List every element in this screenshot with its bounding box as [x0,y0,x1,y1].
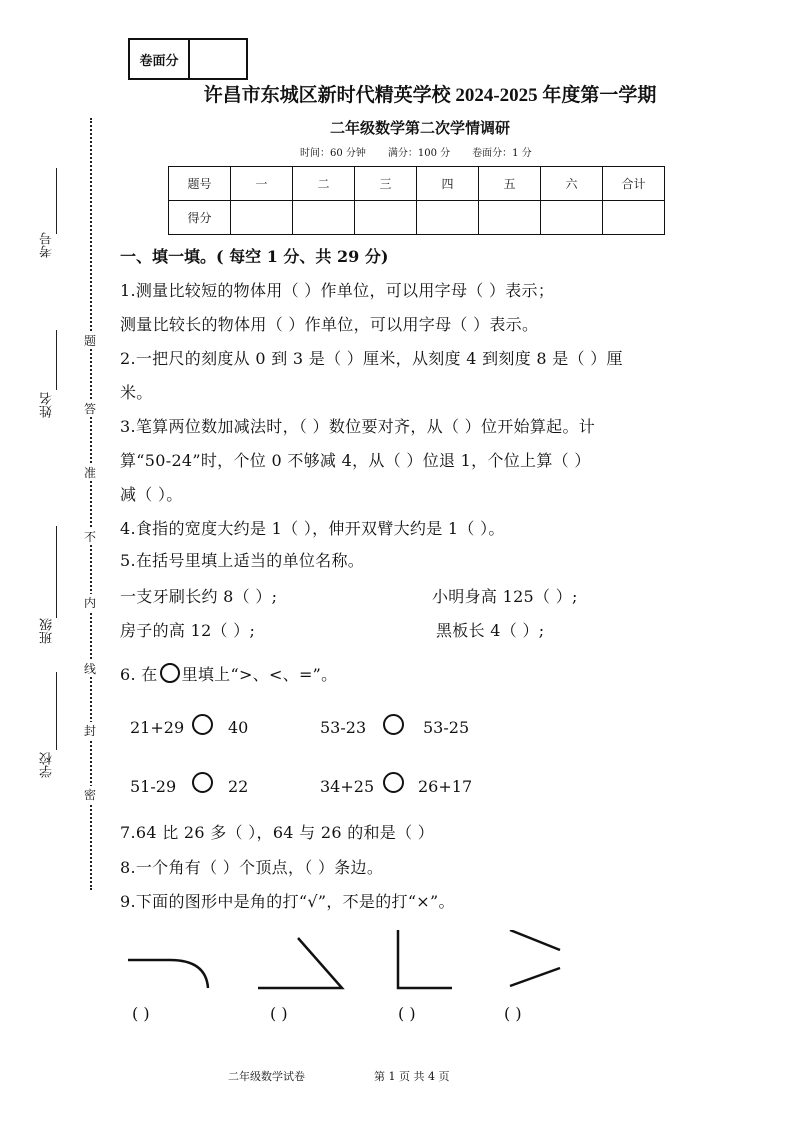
exam-full-score: 满分：100 分 [387,148,451,159]
compare-left: 34+25 [320,777,375,796]
score-input-cell[interactable] [603,201,665,235]
question-6-suffix: 里填上“>、<、=”。 [181,665,338,684]
figure-arc-shape [128,960,208,988]
score-input-cell[interactable] [417,201,479,235]
neat-score-label: 卷面分 [130,40,190,78]
exam-title: 二年级数学第二次学情调研 [329,119,510,137]
footer-subject: 二年级数学试卷 [228,1070,305,1083]
binding-dotted-line [90,118,92,890]
question-5-item-blackboard: 黑板长 4（ ）; [436,621,545,640]
question-3-line-3: 减（ ）。 [120,485,183,504]
question-6-prompt [120,662,337,685]
question-2-line-2: 米。 [120,383,153,402]
score-input-cell[interactable] [231,201,293,235]
score-input-cell[interactable] [479,201,541,235]
question-9-answer-1[interactable]: ( ) [132,1004,150,1023]
figure-angle-1 [258,938,342,988]
exam-neat-score: 卷面分：1 分 [472,148,532,159]
seal-char: 准 [83,466,96,480]
compare-left: 51-29 [130,777,177,796]
compare-circle-blank[interactable] [192,772,213,793]
compare-right: 22 [228,777,249,796]
table-cell: 合计 [603,167,665,201]
compare-circle-blank[interactable] [192,714,213,735]
table-cell: 五 [479,167,541,201]
neat-score-box [128,38,248,80]
table-cell: 题号 [169,167,231,201]
footer-page-number: 第 1 页 共 4 页 [374,1070,450,1083]
name-line[interactable] [56,330,57,390]
table-cell: 六 [541,167,603,201]
question-9-answer-4[interactable]: ( ) [504,1004,522,1023]
table-cell: 得分 [169,201,231,235]
compare-right: 53-25 [423,718,470,737]
question-9-answer-3[interactable]: ( ) [398,1004,416,1023]
table-cell: 一 [231,167,293,201]
compare-circle-blank[interactable] [383,772,404,793]
exam-number-line[interactable] [56,168,57,234]
score-input-cell[interactable] [293,201,355,235]
score-table-header-row [169,167,665,201]
seal-char: 答 [83,402,96,416]
name-label: 姓名 [40,392,55,418]
school-label: 学校 [40,752,55,778]
question-6-prefix: 6. 在 [120,665,158,684]
score-input-cell[interactable] [541,201,603,235]
question-9: 9.下面的图形中是角的打“√”，不是的打“×”。 [120,892,455,911]
question-5-item-house: 房子的高 12（ ）; [120,621,256,640]
neat-score-value-cell[interactable] [190,40,246,78]
compare-left: 53-23 [320,718,367,737]
seal-char: 封 [83,724,96,738]
exam-info [300,144,600,159]
question-5-item-height: 小明身高 125（ ）; [432,587,578,606]
question-2-line-1: 2.一把尺的刻度从 0 到 3 是（ ）厘米，从刻度 4 到刻度 8 是（ ）厘 [120,349,623,368]
seal-char: 密 [83,788,96,802]
question-1-line-1: 1.测量比较短的物体用（ ）作单位，可以用字母（ ）表示； [120,281,555,300]
circle-icon [160,663,180,683]
table-cell: 四 [417,167,479,201]
class-line[interactable] [56,526,57,618]
question-3-line-2: 算“50-24”时，个位 0 不够减 4，从（ ）位退 1，个位上算（ ） [120,451,591,470]
question-4: 4.食指的宽度大约是 1（ ），伸开双臂大约是 1（ ）。 [120,519,505,538]
section-1-heading: 一、填一填。( 每空 1 分、共 29 分) [120,247,389,266]
question-8: 8.一个角有（ ）个顶点，（ ）条边。 [120,858,384,877]
compare-left: 21+29 [130,718,185,737]
compare-right: 26+17 [418,777,473,796]
figure-separate-lines [510,930,560,986]
seal-char: 线 [83,662,96,676]
question-3-line-1: 3.笔算两位数加减法时，（ ）数位要对齐，从（ ）位开始算起。计 [120,417,596,436]
figure-right-angle [398,930,452,988]
table-cell: 三 [355,167,417,201]
compare-circle-blank[interactable] [383,714,404,735]
question-5-title: 5.在括号里填上适当的单位名称。 [120,551,365,570]
seal-char: 题 [83,334,96,348]
question-1-line-2: 测量比较长的物体用（ ）作单位，可以用字母（ ）表示。 [120,315,539,334]
question-7: 7.64 比 26 多（ ），64 与 26 的和是（ ） [120,823,435,842]
seal-char: 不 [83,530,96,544]
class-label: 班级 [40,618,55,644]
school-title: 许昌市东城区新时代精英学校 2024-2025 年度第一学期 [203,85,657,106]
score-input-cell[interactable] [355,201,417,235]
score-table-score-row [169,201,665,235]
exam-number-label: 考号 [40,232,55,258]
table-cell: 二 [293,167,355,201]
question-9-answer-2[interactable]: ( ) [270,1004,288,1023]
question-9-figures [120,930,580,1000]
school-line[interactable] [56,672,57,750]
compare-right: 40 [228,718,249,737]
score-table [168,166,665,235]
exam-time: 时间：60 分钟 [300,148,366,159]
seal-char: 内 [83,596,96,610]
question-5-item-toothbrush: 一支牙刷长约 8（ ）; [120,587,278,606]
